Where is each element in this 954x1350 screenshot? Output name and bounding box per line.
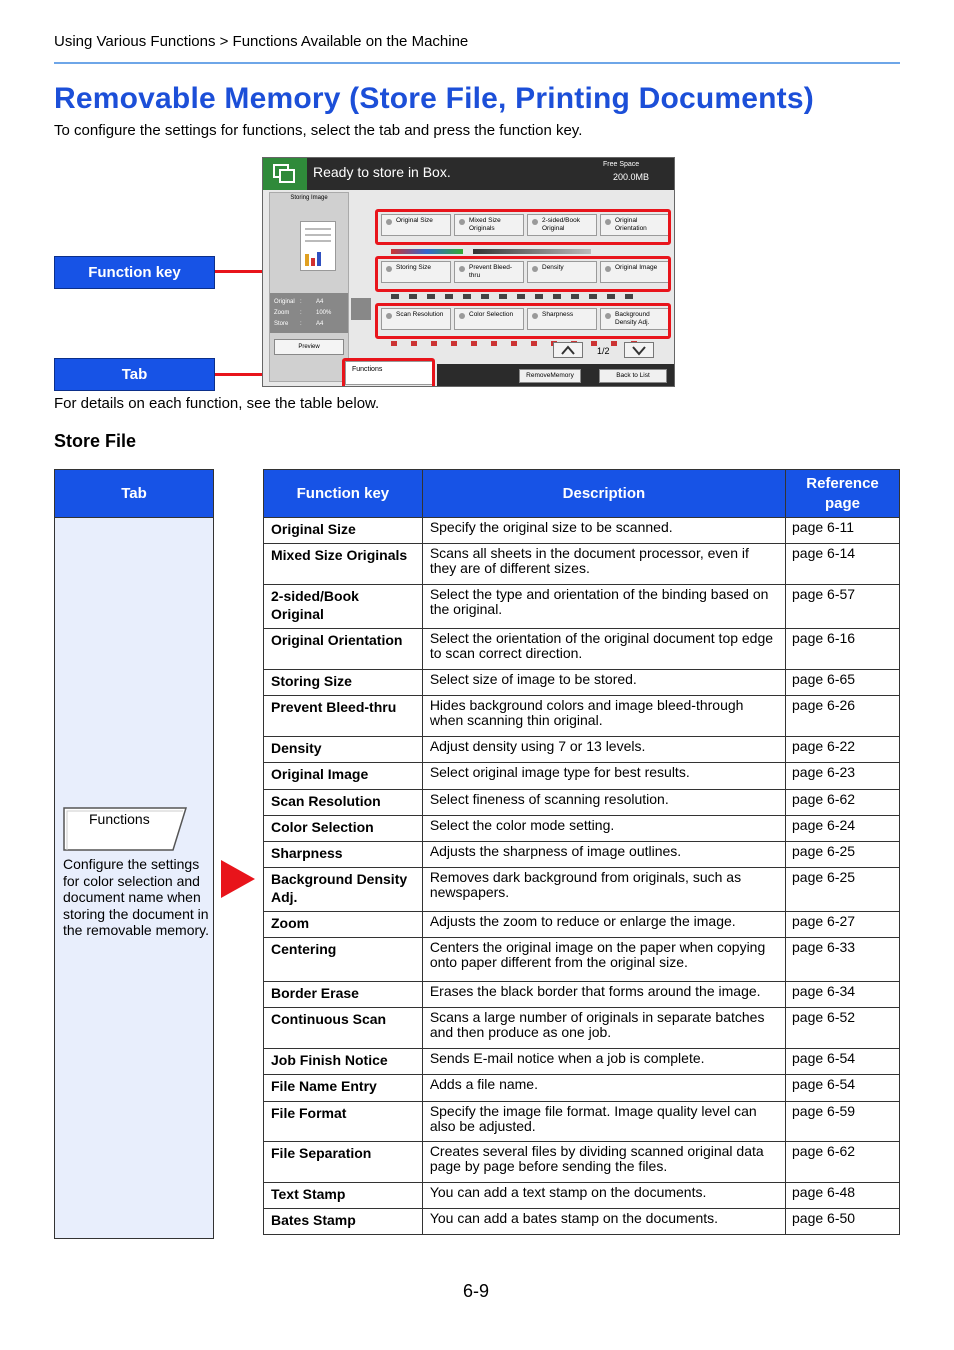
free-space-value: 200.0MB <box>613 172 650 182</box>
free-space-label: Free Space <box>603 161 640 168</box>
description-cell: Adjusts the sharpness of image outlines. <box>422 842 785 868</box>
function-key-cell: Original Image <box>264 763 423 790</box>
table-row <box>264 912 900 938</box>
description-cell: Select the type and orientation of the binding based on the original. <box>422 585 785 629</box>
function-key-cell: Original Size <box>264 518 423 544</box>
page-indicator: 1/2 <box>597 346 610 356</box>
table-row <box>264 982 900 1008</box>
screen-key[interactable]: Sharpness <box>527 308 597 330</box>
function-key-cell: Bates Stamp <box>264 1209 423 1235</box>
table-row <box>264 842 900 868</box>
function-key-cell: Density <box>264 737 423 763</box>
reference-page-cell: page 6-27 <box>786 912 900 938</box>
reference-page-cell: page 6-23 <box>786 763 900 790</box>
reference-page-cell: page 6-26 <box>786 696 900 737</box>
reference-page-cell: page 6-11 <box>786 518 900 544</box>
description-cell: Centers the original image on the paper when copying onto paper different from the original size. <box>422 938 785 982</box>
table-row <box>264 544 900 585</box>
screen-key[interactable]: Original Image <box>600 261 670 283</box>
description-cell: Hides background colors and image bleed-through when scanning thin original. <box>422 696 785 737</box>
function-key-cell: Centering <box>264 938 423 982</box>
box-icon <box>263 158 307 190</box>
screen-key[interactable]: Scan Resolution <box>381 308 451 330</box>
store-value: A4 <box>316 321 324 327</box>
reference-page-cell: page 6-25 <box>786 868 900 912</box>
functions-tab-button-label: Functions <box>89 811 150 827</box>
preview-button[interactable]: Preview <box>274 339 344 355</box>
description-cell: Creates several files by dividing scanned original data page by page before sending the files. <box>422 1142 785 1183</box>
table-row <box>264 1142 900 1183</box>
tab-column-header: Tab <box>55 470 213 518</box>
reference-page-cell: page 6-50 <box>786 1209 900 1235</box>
functions-tab[interactable]: Functions <box>345 361 433 385</box>
function-key-cell: 2-sided/Book Original <box>264 585 423 629</box>
screen-key[interactable]: Original Orientation <box>600 214 670 236</box>
highlight-tab <box>342 358 435 387</box>
page-title: Removable Memory (Store File, Printing Documents) <box>54 82 814 115</box>
table-row <box>264 518 900 544</box>
table-row <box>264 696 900 737</box>
page-down-button[interactable] <box>624 342 654 358</box>
screen-key[interactable]: Density <box>527 261 597 283</box>
screen-key[interactable]: Color Selection <box>454 308 524 330</box>
table-row <box>264 1183 900 1209</box>
function-key-cell: File Separation <box>264 1142 423 1183</box>
description-cell: You can add a text stamp on the documents. <box>422 1183 785 1209</box>
screen-key[interactable]: 2-sided/Book Original <box>527 214 597 236</box>
table-row <box>264 1008 900 1049</box>
table-row <box>264 763 900 790</box>
original-label: Original <box>274 299 295 305</box>
description-cell: Specify the image file format. Image quality level can also be adjusted. <box>422 1102 785 1142</box>
table-row <box>264 1075 900 1102</box>
function-key-cell: File Format <box>264 1102 423 1142</box>
red-arrow-icon <box>221 860 255 898</box>
reference-page-cell: page 6-62 <box>786 1142 900 1183</box>
description-cell: Specify the original size to be scanned. <box>422 518 785 544</box>
function-key-cell: Text Stamp <box>264 1183 423 1209</box>
function-key-cell: Mixed Size Originals <box>264 544 423 585</box>
function-key-cell: Original Orientation <box>264 629 423 670</box>
original-value: A4 <box>316 299 324 305</box>
description-cell: Select original image type for best results. <box>422 763 785 790</box>
reference-page-cell: page 6-25 <box>786 842 900 868</box>
table-header-row <box>264 470 900 518</box>
function-key-label: Function key <box>54 256 215 289</box>
function-key-cell: Sharpness <box>264 842 423 868</box>
highlight-row3 <box>375 303 671 339</box>
reference-page-cell: page 6-16 <box>786 629 900 670</box>
reference-page-cell: page 6-22 <box>786 737 900 763</box>
highlight-row2 <box>375 256 671 292</box>
reference-page-cell: page 6-54 <box>786 1075 900 1102</box>
description-cell: Select fineness of scanning resolution. <box>422 790 785 816</box>
description-cell: Select size of image to be stored. <box>422 670 785 696</box>
tab-label: Tab <box>54 358 215 391</box>
description-cell: Select the color mode setting. <box>422 816 785 842</box>
store-label: Store <box>274 321 289 327</box>
function-key-cell: Job Finish Notice <box>264 1049 423 1075</box>
reference-page-cell: page 6-34 <box>786 982 900 1008</box>
reference-page-cell: page 6-59 <box>786 1102 900 1142</box>
table-row <box>264 816 900 842</box>
table-row <box>264 1102 900 1142</box>
description-cell: Scans a large number of originals in separate batches and then produce as one job. <box>422 1008 785 1049</box>
details-note: For details on each function, see the table below. <box>54 395 380 412</box>
tab-column <box>54 469 214 1239</box>
description-cell: Adjusts the zoom to reduce or enlarge the image. <box>422 912 785 938</box>
screen-key[interactable]: Mixed Size Originals <box>454 214 524 236</box>
zoom-label: Zoom <box>274 310 290 316</box>
table-row <box>264 1049 900 1075</box>
function-key-cell: File Name Entry <box>264 1075 423 1102</box>
screen-header <box>263 158 675 190</box>
function-key-cell: Border Erase <box>264 982 423 1008</box>
screen-key[interactable]: Background Density Adj. <box>600 308 670 330</box>
function-key-cell: Background Density Adj. <box>264 868 423 912</box>
screen-footer <box>437 364 675 387</box>
reference-page-cell: page 6-33 <box>786 938 900 982</box>
remove-memory-button[interactable]: RemoveMemory <box>519 369 581 383</box>
description-cell: Scans all sheets in the document processor, even if they are of different sizes. <box>422 544 785 585</box>
table-row <box>264 868 900 912</box>
screen-key[interactable]: Storing Size <box>381 261 451 283</box>
page-number: 6-9 <box>463 1281 490 1301</box>
panel-screenshot <box>262 157 675 387</box>
reference-page-cell: page 6-24 <box>786 816 900 842</box>
highlight-row1 <box>375 209 671 245</box>
description-cell: Removes dark background from originals, such as newspapers. <box>422 868 785 912</box>
header-rule <box>54 62 900 64</box>
functions-tab-button[interactable] <box>63 807 187 851</box>
description-cell: Sends E-mail notice when a job is complete. <box>422 1049 785 1075</box>
table-row <box>264 629 900 670</box>
screen-key[interactable]: Prevent Bleed-thru <box>454 261 524 283</box>
function-key-cell: Prevent Bleed-thru <box>264 696 423 737</box>
reference-page-cell: page 6-48 <box>786 1183 900 1209</box>
reference-page-cell: page 6-52 <box>786 1008 900 1049</box>
back-to-list-button[interactable]: Back to List <box>599 369 667 383</box>
function-key-cell: Scan Resolution <box>264 790 423 816</box>
header-description: Description <box>422 470 785 518</box>
section-title: Store File <box>54 431 137 451</box>
description-cell: You can add a bates stamp on the documents. <box>422 1209 785 1235</box>
reference-page-cell: page 6-14 <box>786 544 900 585</box>
table-row <box>264 670 900 696</box>
reference-page-cell: page 6-54 <box>786 1049 900 1075</box>
function-key-cell: Storing Size <box>264 670 423 696</box>
description-cell: Adds a file name. <box>422 1075 785 1102</box>
status-text: Ready to store in Box. <box>313 164 451 180</box>
reference-page-cell: page 6-62 <box>786 790 900 816</box>
breadcrumb: Using Various Functions > Functions Available on the Machine <box>54 33 469 50</box>
description-cell: Adjust density using 7 or 13 levels. <box>422 737 785 763</box>
header-function-key: Function key <box>264 470 423 518</box>
header-reference-page: Reference page <box>786 470 900 518</box>
intro-text: To configure the settings for functions, select the tab and press the function key. <box>54 122 583 139</box>
zoom-value: 100% <box>316 310 332 316</box>
table-row <box>264 790 900 816</box>
table-row <box>264 938 900 982</box>
table-row <box>264 585 900 629</box>
preview-pane: Storing Image Original : A4 Zoom : 100% Store : A4 Preview <box>269 192 349 382</box>
function-key-cell: Color Selection <box>264 816 423 842</box>
table-row <box>264 1209 900 1235</box>
reference-page-cell: page 6-65 <box>786 670 900 696</box>
function-table <box>263 469 900 1235</box>
function-key-cell: Continuous Scan <box>264 1008 423 1049</box>
reference-page-cell: page 6-57 <box>786 585 900 629</box>
function-key-cell: Zoom <box>264 912 423 938</box>
description-cell: Select the orientation of the original document top edge to scan correct direction. <box>422 629 785 670</box>
storing-image-label: Storing Image <box>290 195 328 201</box>
thumbnail <box>300 221 336 271</box>
tab-description: Configure the settings for color selection and document name when storing the document in the removable memory. <box>63 856 210 938</box>
page-up-button[interactable] <box>553 342 583 358</box>
screen-key[interactable]: Original Size <box>381 214 451 236</box>
description-cell: Erases the black border that forms around the image. <box>422 982 785 1008</box>
table-row <box>264 737 900 763</box>
